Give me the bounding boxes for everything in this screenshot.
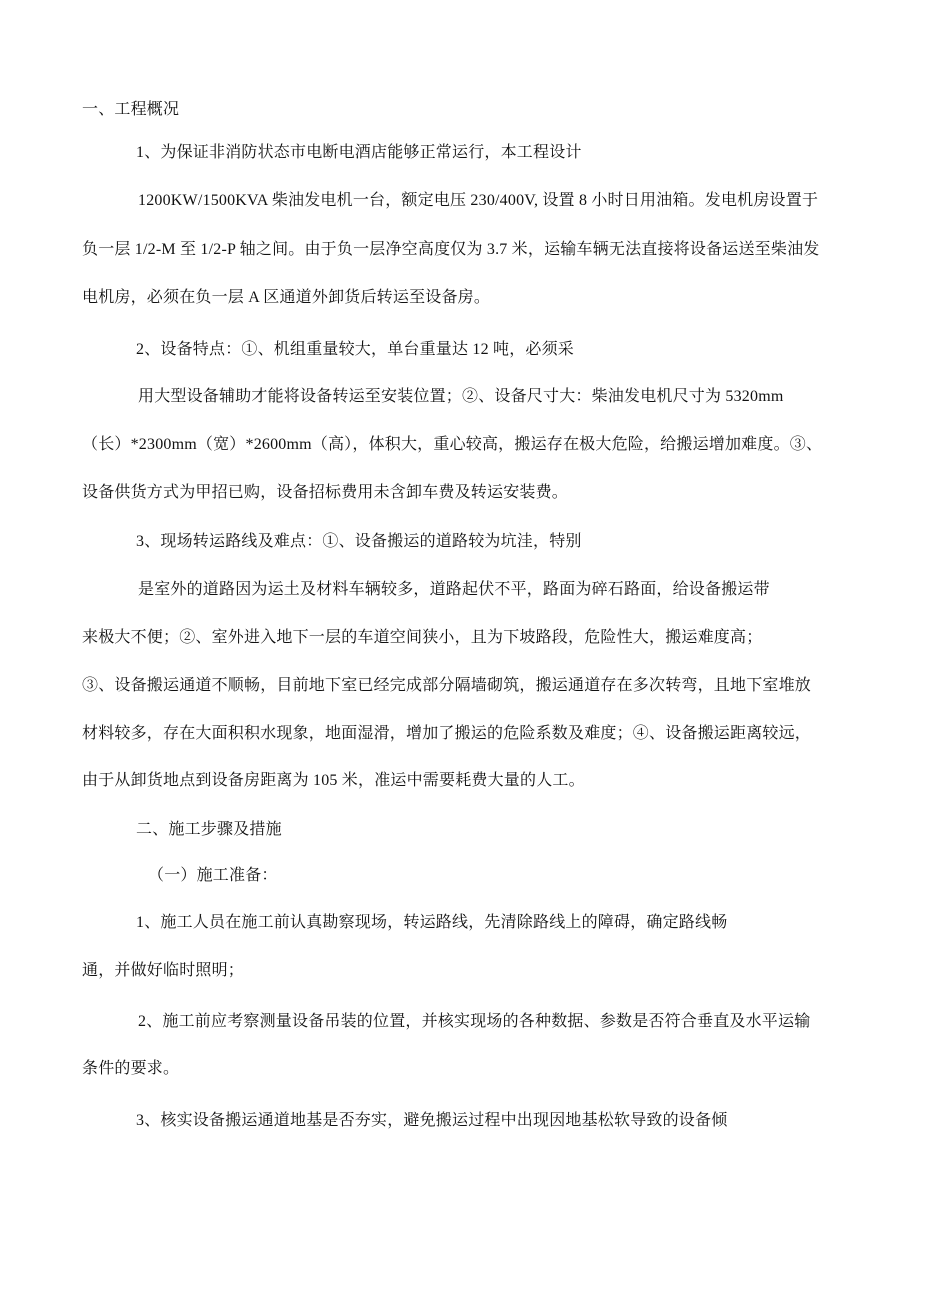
paragraph-line: （长）*2300mm（宽）*2600mm（高），体积大，重心较高，搬运存在极大危险，给搬运增加难度。③、: [82, 436, 823, 453]
paragraph-line: 条件的要求。: [82, 1060, 180, 1077]
paragraph-line: ③、设备搬运通道不顺畅，目前地下室已经完成部分隔墙砌筑，搬运通道存在多次转弯，且地下室堆放: [82, 677, 812, 694]
paragraph-line: 是室外的道路因为运土及材料车辆较多，道路起伏不平，路面为碎石路面，给设备搬运带: [138, 581, 770, 598]
paragraph-line: 负一层 1/2-M 至 1/2-P 轴之间。由于负一层净空高度仅为 3.7 米，运输车辆无法直接将设备运送至柴油发: [82, 241, 820, 258]
paragraph-line: 1、施工人员在施工前认真勘察现场，转运路线，先清除路线上的障碍，确定路线畅: [136, 914, 728, 931]
paragraph-line: 3、现场转运路线及难点：①、设备搬运的道路较为坑洼，特别: [136, 533, 582, 550]
paragraph-line: 3、核实设备搬运通道地基是否夯实，避免搬运过程中出现因地基松软导致的设备倾: [136, 1112, 728, 1129]
paragraph-line: 用大型设备辅助才能将设备转运至安装位置；②、设备尺寸大：柴油发电机尺寸为 5320mm: [138, 388, 784, 405]
paragraph-line: 2、设备特点：①、机组重量较大，单台重量达 12 吨，必须采: [136, 341, 575, 358]
paragraph-line: 来极大不便；②、室外进入地下一层的车道空间狭小，且为下坡路段，危险性大，搬运难度高；: [82, 629, 763, 646]
paragraph-line: 电机房，必须在负一层 A 区通道外卸货后转运至设备房。: [82, 289, 491, 306]
section-heading-overview: 一、工程概况: [82, 101, 180, 118]
paragraph-line: 1200KW/1500KVA 柴油发电机一台，额定电压 230/400V, 设置 8 小时日用油箱。发电机房设置于: [138, 192, 819, 209]
paragraph-line: 由于从卸货地点到设备房距离为 105 米，准运中需要耗费大量的人工。: [82, 772, 585, 789]
paragraph-line: 2、施工前应考察测量设备吊装的位置，并核实现场的各种数据、参数是否符合垂直及水平运输: [138, 1013, 811, 1030]
paragraph-line: 通，并做好临时照明；: [82, 962, 245, 979]
paragraph-line: 1、为保证非消防状态市电断电酒店能够正常运行，本工程设计: [136, 144, 582, 161]
subsection-heading-preparation: （一）施工准备：: [148, 867, 278, 884]
section-heading-steps: 二、施工步骤及措施: [136, 821, 282, 838]
paragraph-line: 设备供货方式为甲招已购，设备招标费用未含卸车费及转运安装费。: [82, 484, 569, 501]
paragraph-line: 材料较多，存在大面积积水现象，地面湿滑，增加了搬运的危险系数及难度；④、设备搬运距离较远，: [82, 725, 812, 742]
